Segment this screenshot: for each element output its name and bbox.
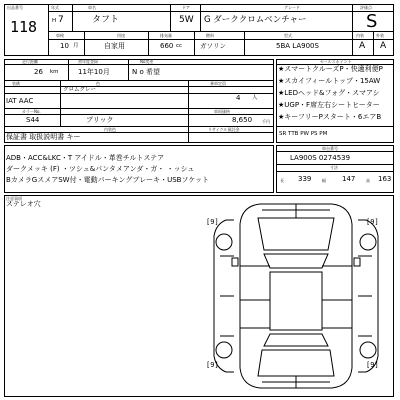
feature-item: ★LEDヘッド&フォグ・スマアシ xyxy=(278,89,380,97)
score: S xyxy=(366,11,378,32)
doors: 5W xyxy=(179,15,194,25)
capacity: 4 xyxy=(236,94,241,102)
equipment-label: 装備 xyxy=(12,81,20,86)
inspection-label: 車検 xyxy=(56,33,64,38)
mileage-unit: km xyxy=(50,69,59,75)
warranty: 保証書 取扱説明書 キー xyxy=(6,133,81,141)
recycle-label: リサイクル預託金 xyxy=(208,127,240,132)
color-label: 色 xyxy=(96,81,100,86)
model-code-label: 型式 xyxy=(284,33,292,38)
year-value: 7 xyxy=(58,15,64,25)
lot-label: 出品番号 xyxy=(7,5,23,10)
interior-color-label: 内装色 xyxy=(104,127,116,132)
length: 339 xyxy=(298,175,312,183)
notes: ステレオ穴 xyxy=(6,200,41,208)
color: クロムグレー xyxy=(63,87,97,93)
car-name-label: 車名 xyxy=(88,5,96,10)
displacement-unit: cc xyxy=(176,43,183,49)
no-change: N o 希望 xyxy=(132,68,160,76)
price-unit: 千円 xyxy=(262,119,270,124)
feature-item: ★スカイフィールトップ・15AW xyxy=(278,77,381,85)
interior-grade: A xyxy=(359,41,366,51)
color-code-label: カラーNo. xyxy=(22,109,41,114)
fuel: ガソリン xyxy=(200,42,226,50)
first-reg: 11年10月 xyxy=(78,68,110,76)
year-era: H xyxy=(52,18,57,24)
mileage-label: 走行距離 xyxy=(22,59,38,64)
capacity-label: 乗車定員 xyxy=(210,81,226,86)
model-code: 5BA LA900S xyxy=(276,42,319,50)
width: 147 xyxy=(342,175,356,183)
lot-number: 118 xyxy=(10,18,38,36)
price: 8,650 xyxy=(232,116,253,124)
sr-line: SR TTB PW PS PM xyxy=(279,131,328,137)
features-label: セールスポイント xyxy=(320,59,352,64)
height: 163 xyxy=(378,175,392,183)
capacity-unit: 人 xyxy=(252,95,258,101)
feature-item: ★スマートクルーズP・快適利便P xyxy=(278,65,383,73)
price-label: 車両価格 xyxy=(214,109,230,114)
mark-front-right: [9] xyxy=(366,218,379,226)
transmission: IAT AAC xyxy=(6,97,34,105)
car-name: タフト xyxy=(92,15,120,25)
mark-rear-left: [9] xyxy=(206,361,219,369)
color-code: S44 xyxy=(26,116,40,124)
length-label: 長 xyxy=(280,178,284,183)
usage-label: 用途 xyxy=(117,33,125,38)
chassis-label: 車台番号 xyxy=(322,146,338,151)
equipment-line: BカメラGスメアSW付・電動パーキングブレーキ・USBソケット xyxy=(6,176,210,184)
features-list xyxy=(278,65,394,135)
fuel-label: 燃料 xyxy=(206,33,214,38)
feature-item: ★キーフリーPスタート・6エアB xyxy=(278,113,382,121)
displacement: 660 xyxy=(160,42,174,50)
grade: G ダーククロムベンチャー xyxy=(204,15,307,25)
mark-front-left: [9] xyxy=(206,218,219,226)
equipment-line: ADB・ACC&LKC・T アイドル・革巻チルトステア xyxy=(6,154,165,162)
chassis-number: LA900S 0274539 xyxy=(290,154,351,162)
color-name: ブリック xyxy=(86,116,114,124)
height-label: 高 xyxy=(366,178,370,183)
feature-item: ★UGP・F席左右シートヒーター xyxy=(278,101,380,109)
inspection-unit: 月 xyxy=(73,43,79,49)
notes-label: 注意事項 xyxy=(6,196,22,201)
dimensions-label: 寸法 xyxy=(330,165,338,170)
year-label: 年式 xyxy=(51,5,59,10)
exterior-grade: A xyxy=(380,41,387,51)
equipment-line: ダークメッキ (F) ・ツシュ&パンタメアンダ・ガ・ ・ッシュ xyxy=(6,165,195,173)
mark-rear-right: [9] xyxy=(366,361,379,369)
exterior-grade-label: 外装 xyxy=(376,33,384,38)
inspection: 10 xyxy=(60,42,69,50)
first-reg-label: 初年度登録 xyxy=(78,59,98,64)
interior-grade-label: 内装 xyxy=(356,33,364,38)
usage: 自家用 xyxy=(104,42,125,50)
score-label: 評価点 xyxy=(360,5,372,10)
mileage: 26 xyxy=(34,68,43,76)
width-label: 幅 xyxy=(322,178,326,183)
car-diagram xyxy=(200,196,392,396)
displacement-label: 排気量 xyxy=(160,33,172,38)
grade-label: グレード xyxy=(284,5,300,10)
doors-label: ドア xyxy=(182,5,190,10)
no-change-label: No変更 xyxy=(140,59,154,64)
